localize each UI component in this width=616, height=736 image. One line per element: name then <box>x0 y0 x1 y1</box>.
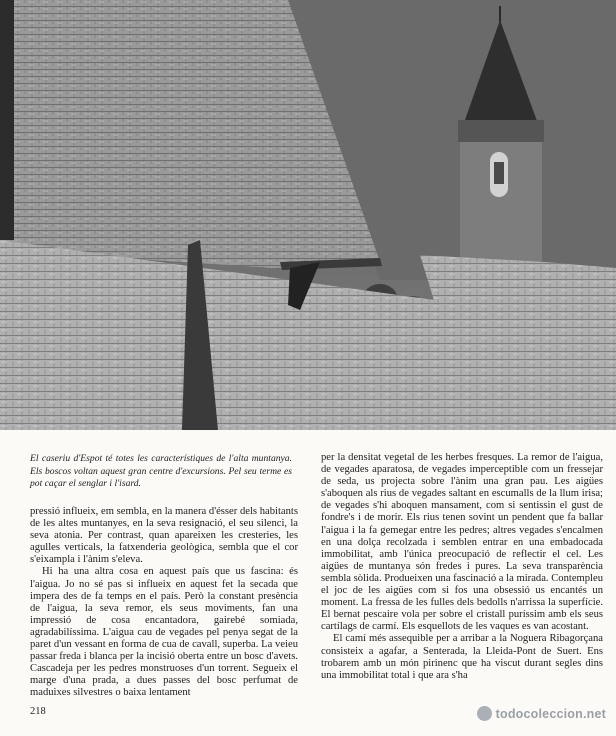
text-column-right <box>321 452 603 682</box>
watermark <box>477 706 606 721</box>
paragraph: El camí més assequible per a arribar a la Noguera Ribagorçana consisteix a agafar, a Senterada, la Lleida-Pont de Suert. Ens trobarem amb un món pirinenc que ha viscut durant segles dins una immobilitat total i que ara s'ha <box>321 633 603 681</box>
watermark-text: todocoleccion.net <box>495 707 606 721</box>
paragraph: Hi ha una altra cosa en aquest país que us fascina: és l'aigua. Jo no sé pas si influeix en aquest fet la secada que impera des de fa temps en el país. Però la constant presència de l'aigua, la seva remor, els seus moviments, fan una impressió de cosa encantadora, gairebé somiada, agradabilíssima. L'aigua cau de vegades pel penya segat de la paret d'un vessant en forma de cua de cavall, superba. La veieu passar freda i blanca per la incisió oberta entre un bosc d'avets. Cascadeja per les pedres monstruoses d'un torrent. Segueix el marge d'una prada, a dues passes del bosc perfumat de maduixes silvestres o baixa lentament <box>30 566 298 699</box>
text-column-left <box>30 506 298 700</box>
page-number: 218 <box>30 706 46 717</box>
photo-caption: El caseriu d'Espot té totes les característiques de l'alta muntanya. Els boscos voltan aquest gran centre d'excursions. Pel seu terme es pot caçar el senglar i l'isard. <box>30 453 292 489</box>
paragraph: pressió influeix, em sembla, en la manera d'ésser dels habitants de les altes muntanyes, en la seva resignació, el seu silenci, la seva atonia. Per contrast, quan apareixen les cresteries, les agulles verticals, la fatxenderia geològica, sembla que el cor s'eixampla i l'ànim s'eleva. <box>30 506 298 566</box>
paragraph: per la densitat vegetal de les herbes fresques. La remor de l'aigua, de vegades aparatosa, de vegades imperceptible com un fressejar de seda, us projecta sobre l'ànim una gran pau. Les aigües s'aboquen als rius de vegades saltant en escumalls de la llum irisa; de vegades s'hi aboquen mansament, com si sentissin el gust de fondre's i de morir. Els rius tenen sovint un pendent que fa ballar l'aigua i la fa gemegar entre les pedres; altres vegades s'encalmen en una dolça recolzada i semblen entrar en una embadocada immobilitat, amb l'única preocupació de reflectir el cel. Les aigües de muntanya són fredes i pures. La seva transparència sembla sòlida. Produeixen una fascinació a la mirada. Contempleu el joc de les aigües com si fos una obsessió us encantés un moment. La fressa de les fulles dels bedolls n'arrissa la superfície. El bernat pescaire vola per sobre el cristall puríssim amb els seus cartílags de carmí. Els esquellots de les vaques es van acostant. <box>321 452 603 633</box>
watermark-logo-icon <box>477 706 492 721</box>
